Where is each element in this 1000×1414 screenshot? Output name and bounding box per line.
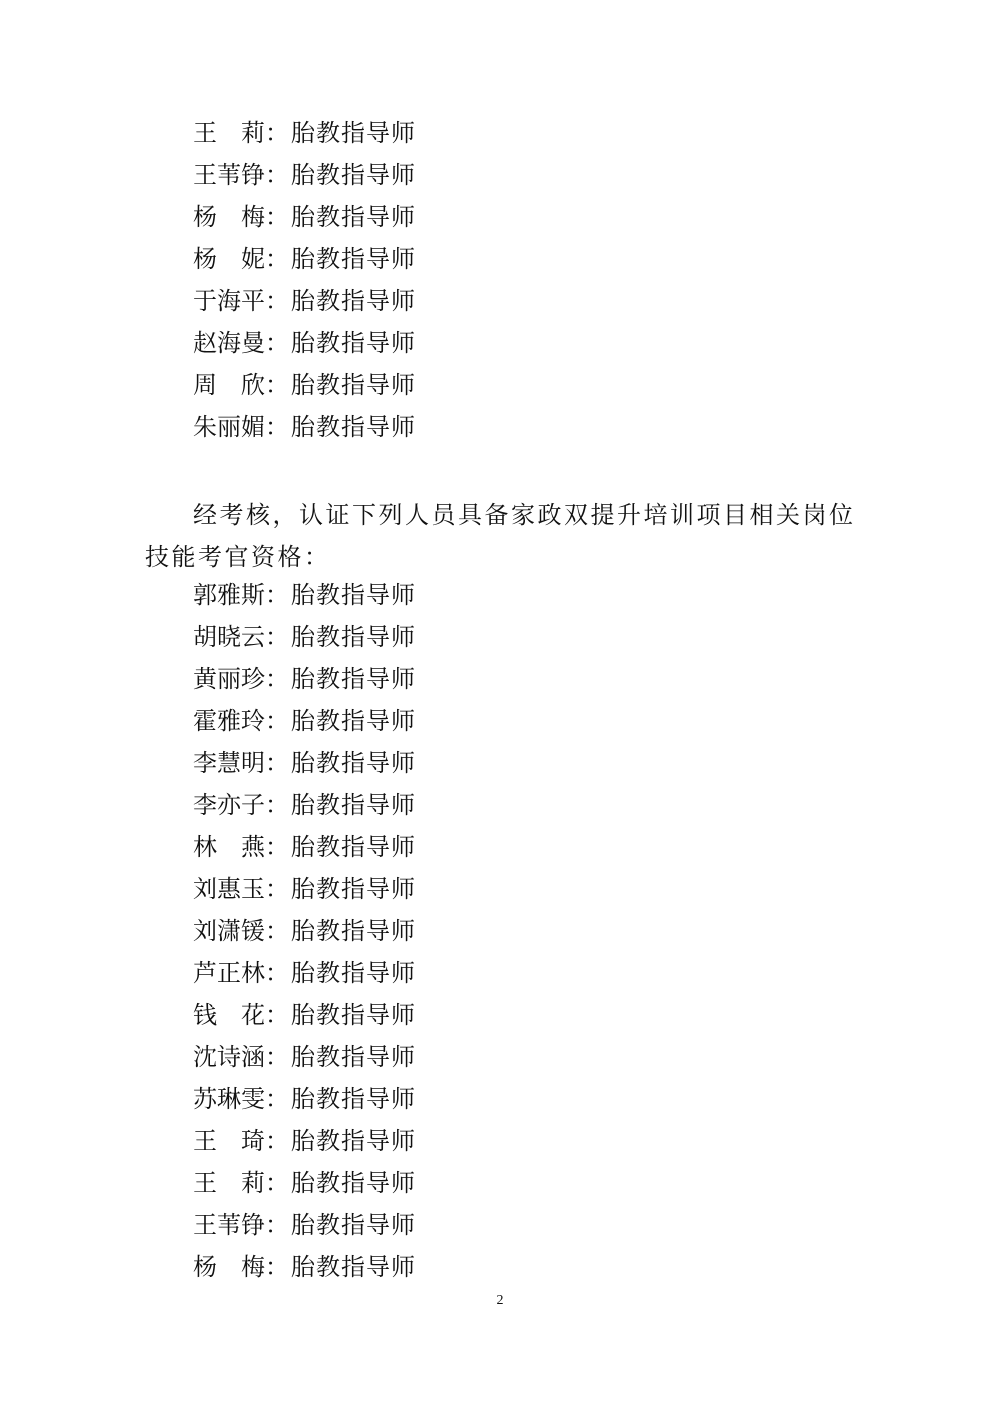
separator: ： (265, 287, 289, 315)
list-item (193, 952, 593, 994)
list-item (193, 1246, 593, 1288)
list-item (193, 868, 593, 910)
list-item (193, 994, 593, 1036)
role-title: 胎教指导师 (291, 581, 416, 609)
person-name: 于海平 (193, 287, 265, 315)
separator: ： (265, 665, 289, 693)
role-title: 胎教指导师 (291, 1043, 416, 1071)
role-title: 胎教指导师 (291, 203, 416, 231)
list-item (193, 154, 593, 196)
separator: ： (265, 119, 289, 147)
person-name: 胡晓云 (193, 623, 265, 651)
list-item (193, 826, 593, 868)
list-item (193, 112, 593, 154)
role-title: 胎教指导师 (291, 875, 416, 903)
role-title: 胎教指导师 (291, 1127, 416, 1155)
person-name: 王苇铮 (193, 161, 265, 189)
list-item (193, 784, 593, 826)
person-name: 杨 妮 (193, 245, 265, 273)
role-title: 胎教指导师 (291, 161, 416, 189)
person-name: 刘潇锾 (193, 917, 265, 945)
role-title: 胎教指导师 (291, 749, 416, 777)
list-item (193, 910, 593, 952)
separator: ： (265, 161, 289, 189)
list-item (193, 700, 593, 742)
list-item (193, 322, 593, 364)
separator: ： (265, 791, 289, 819)
person-name: 王 琦 (193, 1127, 265, 1155)
list-item (193, 574, 593, 616)
person-name: 朱丽媚 (193, 413, 265, 441)
role-title: 胎教指导师 (291, 707, 416, 735)
separator: ： (265, 371, 289, 399)
list-item (193, 364, 593, 406)
person-name: 赵海曼 (193, 329, 265, 357)
separator: ： (265, 413, 289, 441)
separator: ： (265, 1085, 289, 1113)
separator: ： (265, 203, 289, 231)
separator: ： (265, 1211, 289, 1239)
role-title: 胎教指导师 (291, 1001, 416, 1029)
role-title: 胎教指导师 (291, 413, 416, 441)
examiner-name-list (193, 574, 593, 1288)
role-title: 胎教指导师 (291, 623, 416, 651)
separator: ： (265, 581, 289, 609)
role-title: 胎教指导师 (291, 665, 416, 693)
separator: ： (265, 1043, 289, 1071)
separator: ： (265, 833, 289, 861)
separator: ： (265, 917, 289, 945)
list-item (193, 280, 593, 322)
list-item (193, 1120, 593, 1162)
role-title: 胎教指导师 (291, 119, 416, 147)
role-title: 胎教指导师 (291, 917, 416, 945)
role-title: 胎教指导师 (291, 371, 416, 399)
list-item (193, 616, 593, 658)
separator: ： (265, 875, 289, 903)
person-name: 钱 花 (193, 1001, 265, 1029)
role-title: 胎教指导师 (291, 833, 416, 861)
separator: ： (265, 1001, 289, 1029)
role-title: 胎教指导师 (291, 1253, 416, 1281)
person-name: 周 欣 (193, 371, 265, 399)
separator: ： (265, 245, 289, 273)
person-name: 杨 梅 (193, 203, 265, 231)
role-title: 胎教指导师 (291, 329, 416, 357)
role-title: 胎教指导师 (291, 791, 416, 819)
person-name: 芦正林 (193, 959, 265, 987)
list-item (193, 1204, 593, 1246)
person-name: 王苇铮 (193, 1211, 265, 1239)
list-item (193, 406, 593, 448)
separator: ： (265, 623, 289, 651)
role-title: 胎教指导师 (291, 1211, 416, 1239)
certification-paragraph (145, 494, 865, 578)
role-title: 胎教指导师 (291, 1085, 416, 1113)
person-name: 苏琳雯 (193, 1085, 265, 1113)
list-item (193, 238, 593, 280)
list-item (193, 658, 593, 700)
person-name: 王 莉 (193, 119, 265, 147)
person-name: 黄丽珍 (193, 665, 265, 693)
person-name: 刘惠玉 (193, 875, 265, 903)
separator: ： (265, 1169, 289, 1197)
role-title: 胎教指导师 (291, 287, 416, 315)
person-name: 王 莉 (193, 1169, 265, 1197)
separator: ： (265, 1127, 289, 1155)
role-title: 胎教指导师 (291, 959, 416, 987)
list-item (193, 196, 593, 238)
role-title: 胎教指导师 (291, 245, 416, 273)
person-name: 李亦子 (193, 791, 265, 819)
separator: ： (265, 707, 289, 735)
role-title: 胎教指导师 (291, 1169, 416, 1197)
paragraph-text: 经考核，认证下列人员具备家政双提升培训项目相关岗位技能考官资格： (145, 501, 856, 571)
list-item (193, 1162, 593, 1204)
list-item (193, 1036, 593, 1078)
page-number: 2 (496, 1293, 504, 1308)
name-list-continued (193, 112, 593, 448)
list-item (193, 1078, 593, 1120)
list-item (193, 742, 593, 784)
person-name: 霍雅玲 (193, 707, 265, 735)
separator: ： (265, 329, 289, 357)
person-name: 沈诗涵 (193, 1043, 265, 1071)
person-name: 郭雅斯 (193, 581, 265, 609)
separator: ： (265, 1253, 289, 1281)
person-name: 杨 梅 (193, 1253, 265, 1281)
person-name: 林 燕 (193, 833, 265, 861)
person-name: 李慧明 (193, 749, 265, 777)
separator: ： (265, 959, 289, 987)
separator: ： (265, 749, 289, 777)
